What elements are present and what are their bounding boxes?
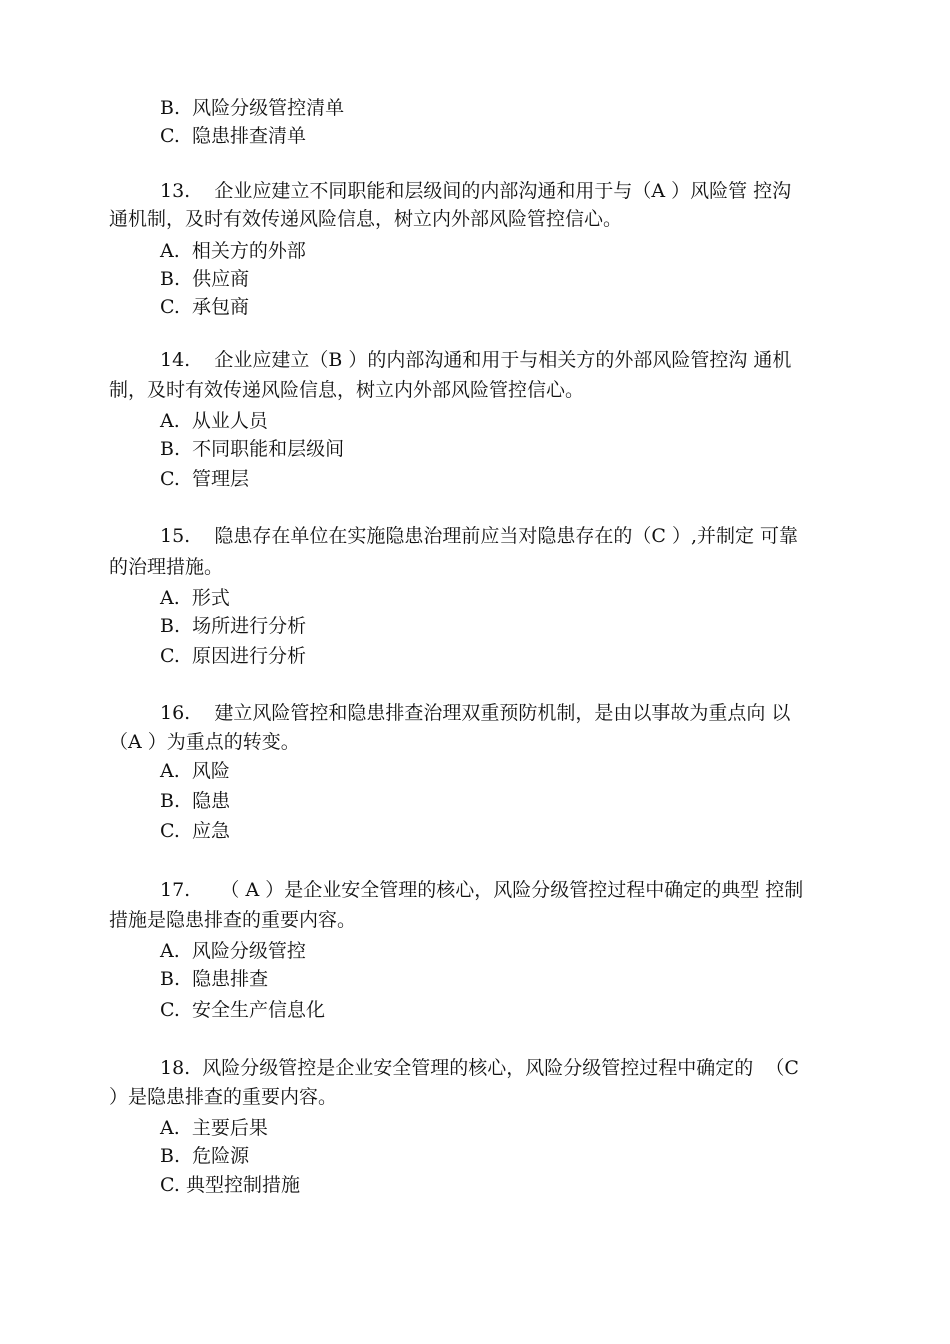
question-text: 17. （ A ）是企业安全管理的核心，风险分级管控过程中确定的典型 控制 bbox=[160, 879, 804, 901]
question-text: 14. 企业应建立（B ）的内部沟通和用于与相关方的外部风险管控沟 通机 bbox=[160, 349, 792, 371]
question-text-continued: 通机制，及时有效传递风险信息，树立内外部风险管控信心。 bbox=[109, 208, 623, 230]
question-text-continued: （A ）为重点的转变。 bbox=[109, 731, 300, 753]
option-c: C. 原因进行分析 bbox=[160, 645, 306, 667]
option-a: A. 风险 bbox=[160, 760, 230, 782]
option-c: C. 安全生产信息化 bbox=[160, 999, 325, 1021]
option-c: C. 管理层 bbox=[160, 468, 249, 490]
option-a: A. 主要后果 bbox=[160, 1117, 268, 1139]
option-c: C. 隐患排查清单 bbox=[160, 125, 306, 147]
option-a: A. 相关方的外部 bbox=[160, 240, 306, 262]
option-c: C. 承包商 bbox=[160, 296, 249, 318]
option-b: B. 隐患 bbox=[160, 790, 231, 812]
option-b: B. 供应商 bbox=[160, 268, 250, 290]
option-a: A. 形式 bbox=[160, 587, 230, 609]
option-b: B. 危险源 bbox=[160, 1145, 250, 1167]
question-text-continued: ）是隐患排查的重要内容。 bbox=[109, 1086, 338, 1108]
option-b: B. 风险分级管控清单 bbox=[160, 97, 345, 119]
question-text: 16. 建立风险管控和隐患排查治理双重预防机制，是由以事故为重点向 以 bbox=[160, 702, 791, 724]
question-text: 18. 风险分级管控是企业安全管理的核心，风险分级管控过程中确定的 （C bbox=[160, 1057, 799, 1079]
option-b: B. 不同职能和层级间 bbox=[160, 438, 345, 460]
option-a: A. 风险分级管控 bbox=[160, 940, 306, 962]
option-c: C. 应急 bbox=[160, 820, 230, 842]
option-c: C. 典型控制措施 bbox=[160, 1174, 300, 1196]
question-text: 15. 隐患存在单位在实施隐患治理前应当对隐患存在的（C ）,并制定 可靠 bbox=[160, 525, 799, 547]
question-text-continued: 措施是隐患排查的重要内容。 bbox=[109, 909, 357, 931]
option-b: B. 场所进行分析 bbox=[160, 615, 307, 637]
option-b: B. 隐患排查 bbox=[160, 968, 269, 990]
question-text: 13. 企业应建立不同职能和层级间的内部沟通和用于与（A ）风险管 控沟 bbox=[160, 180, 792, 202]
question-text-continued: 的治理措施。 bbox=[109, 556, 224, 578]
option-a: A. 从业人员 bbox=[160, 410, 268, 432]
question-text-continued: 制，及时有效传递风险信息，树立内外部风险管控信心。 bbox=[109, 379, 585, 401]
